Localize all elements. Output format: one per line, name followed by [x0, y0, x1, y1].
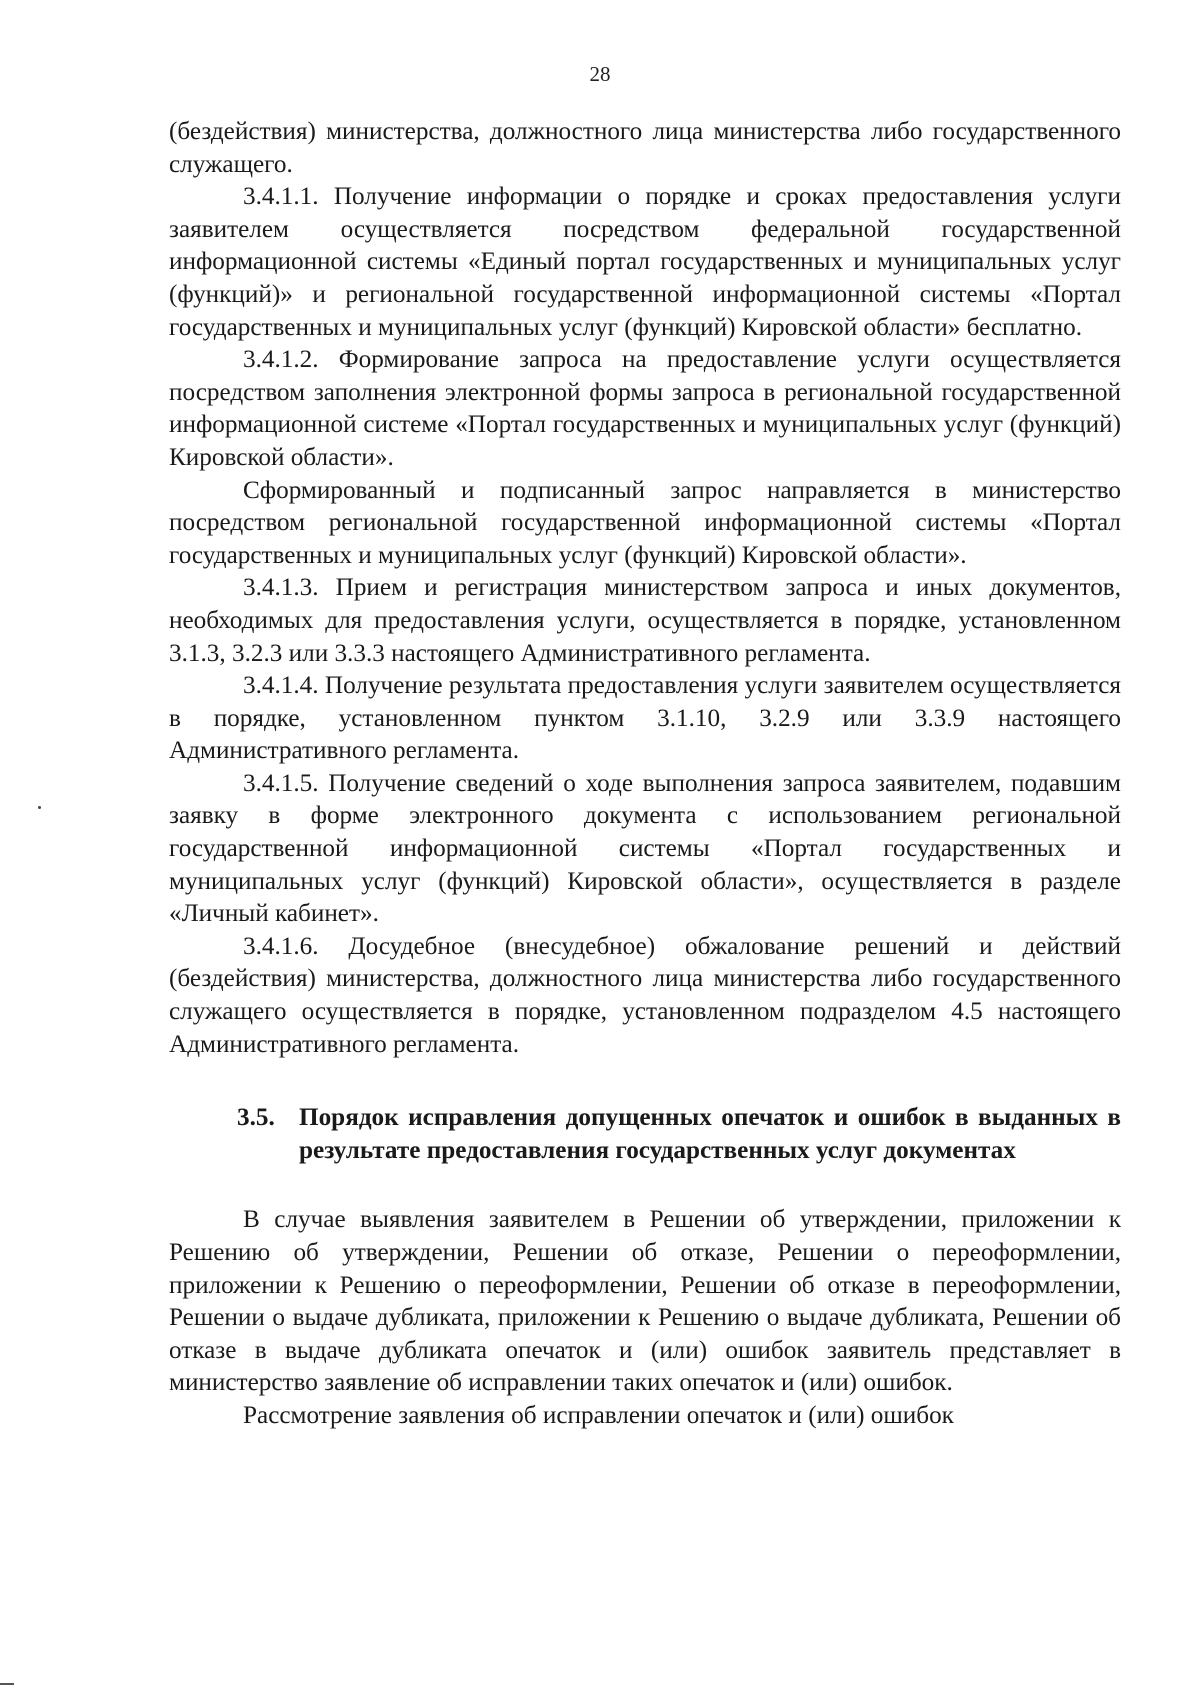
section-title: Порядок исправления допущенных опечаток и ошибок в выданных в результате предоставления государственных услуг документах	[299, 1104, 1121, 1164]
paragraph: Рассмотрение заявления об исправлении опечаток и (или) ошибок	[243, 1401, 954, 1429]
scan-edge-mark	[0, 1683, 14, 1685]
paragraph-3-4-1-3: 3.4.1.3. Прием и регистрация министерством запроса и иных документов, необходимых для предоставления услуги, осуществляется в порядке, установленном 3.1.3, 3.2.3 или 3.3.3 настоящего Административного регламента.	[169, 574, 1121, 667]
paragraph-3-4-1-1: 3.4.1.1. Получение информации о порядке и сроках предоставления услуги заявителем осуществляется посредством федеральной государственной информационной системы «Единый портал государственных и муниципальных услуг (функций)» и региональной государственной информационной системы «Портал государственных и муниципальных услуг (функций) Кировской области» бесплатно.	[169, 183, 1121, 341]
paragraph: (бездействия) министерства, должностного лица министерства либо государственного служащего.	[169, 118, 1121, 178]
page-number: 28	[589, 62, 611, 86]
paragraph-3-4-1-4: 3.4.1.4. Получение результата предоставления услуги заявителем осуществляется в порядке, установленном пунктом 3.1.10, 3.2.9 или 3.3.9 настоящего Административного регламента.	[169, 672, 1121, 765]
paragraph: В случае выявления заявителем в Решении об утверждении, приложении к Решению об утверждении, Решении об отказе, Решении о переоформлении, приложении к Решению о переоформлении, Решении об отказе в переоформлении, Решении о выдаче дубликата, приложении к Решению о выдаче дубликата, Решении об отказе в выдаче дубликата опечаток и (или) ошибок заявитель представляет в министерство заявление об исправлении таких опечаток и (или) ошибок.	[169, 1206, 1121, 1397]
document-body	[169, 116, 1121, 1433]
paragraph-3-4-1-2: 3.4.1.2. Формирование запроса на предоставление услуги осуществляется посредством заполнения электронной формы запроса в региональной государственной информационной системе «Портал государственных и муниципальных услуг (функций) Кировской области».	[169, 346, 1121, 471]
section-number: 3.5.	[237, 1104, 275, 1132]
paragraph-3-4-1-5: 3.4.1.5. Получение сведений о ходе выполнения запроса заявителем, подавшим заявку в форме электронного документа с использованием региональной государственной информационной системы «Портал государственных и муниципальных услуг (функций) Кировской области», осуществляется в разделе «Личный кабинет».	[169, 769, 1121, 928]
scan-artifact-dot	[38, 806, 41, 809]
paragraph-3-4-1-6: 3.4.1.6. Досудебное (внесудебное) обжалование решений и действий (бездействия) министерства, должностного лица министерства либо государственного служащего осуществляется в порядке, установленном подразделом 4.5 настоящего Административного регламента.	[169, 932, 1121, 1058]
paragraph: Сформированный и подписанный запрос направляется в министерство посредством региональной государственной информационной системы «Портал государственных и муниципальных услуг (функций) Кировской области».	[169, 476, 1121, 569]
section-heading	[169, 1102, 1121, 1167]
